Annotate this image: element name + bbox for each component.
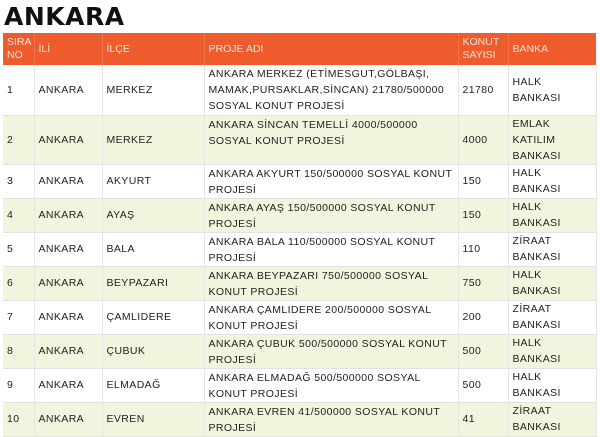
cell-banka: HALK BANKASI	[508, 266, 596, 300]
cell-il: ANKARA	[34, 115, 102, 164]
cell-banka: HALK BANKASI	[508, 164, 596, 198]
column-header-sira-no: SIRA NO	[3, 33, 34, 65]
table-row	[3, 65, 596, 115]
cell-konut-sayisi: 500	[458, 368, 508, 402]
table-row	[3, 115, 596, 164]
cell-sira-no: 7	[3, 300, 34, 334]
cell-konut-sayisi: 21780	[458, 65, 508, 115]
cell-konut-sayisi: 41	[458, 402, 508, 436]
cell-konut-sayisi: 110	[458, 232, 508, 266]
cell-banka: HALK BANKASI	[508, 65, 596, 115]
housing-projects-table	[3, 33, 597, 437]
cell-konut-sayisi: 750	[458, 266, 508, 300]
table-row	[3, 334, 596, 368]
table-row	[3, 402, 596, 436]
cell-il: ANKARA	[34, 334, 102, 368]
cell-proje-adi: ANKARA ÇUBUK 500/500000 SOSYAL KONUT PROJESİ	[204, 334, 458, 368]
cell-il: ANKARA	[34, 198, 102, 232]
cell-sira-no: 4	[3, 198, 34, 232]
cell-proje-adi: ANKARA BEYPAZARI 750/500000 SOSYAL KONUT PROJESİ	[204, 266, 458, 300]
cell-proje-adi: ANKARA EVREN 41/500000 SOSYAL KONUT PROJESİ	[204, 402, 458, 436]
page-title: ANKARA	[4, 2, 125, 31]
cell-konut-sayisi: 500	[458, 334, 508, 368]
cell-ilce: BEYPAZARI	[102, 266, 204, 300]
cell-il: ANKARA	[34, 266, 102, 300]
cell-proje-adi: ANKARA BALA 110/500000 SOSYAL KONUT PROJESİ	[204, 232, 458, 266]
cell-banka: ZİRAAT BANKASI	[508, 232, 596, 266]
cell-ilce: AKYURT	[102, 164, 204, 198]
cell-ilce: MERKEZ	[102, 115, 204, 164]
cell-proje-adi: ANKARA AKYURT 150/500000 SOSYAL KONUT PROJESİ	[204, 164, 458, 198]
column-header-konut-sayisi: KONUT SAYISI	[458, 33, 508, 65]
cell-ilce: AYAŞ	[102, 198, 204, 232]
table-row	[3, 266, 596, 300]
column-header-proje-adi: PROJE ADI	[204, 33, 458, 65]
table-row	[3, 300, 596, 334]
cell-ilce: ELMADAĞ	[102, 368, 204, 402]
cell-ilce: EVREN	[102, 402, 204, 436]
cell-il: ANKARA	[34, 402, 102, 436]
cell-banka: HALK BANKASI	[508, 368, 596, 402]
column-header-il: İLİ	[34, 33, 102, 65]
cell-konut-sayisi: 4000	[458, 115, 508, 164]
cell-sira-no: 5	[3, 232, 34, 266]
cell-proje-adi: ANKARA AYAŞ 150/500000 SOSYAL KONUT PROJESİ	[204, 198, 458, 232]
cell-il: ANKARA	[34, 300, 102, 334]
column-header-ilce: İLÇE	[102, 33, 204, 65]
cell-konut-sayisi: 150	[458, 164, 508, 198]
cell-banka: HALK BANKASI	[508, 198, 596, 232]
cell-il: ANKARA	[34, 368, 102, 402]
cell-sira-no: 6	[3, 266, 34, 300]
cell-sira-no: 10	[3, 402, 34, 436]
cell-banka: ZİRAAT BANKASI	[508, 402, 596, 436]
cell-ilce: BALA	[102, 232, 204, 266]
cell-il: ANKARA	[34, 164, 102, 198]
column-header-banka: BANKA	[508, 33, 596, 65]
cell-proje-adi: ANKARA ÇAMLIDERE 200/500000 SOSYAL KONUT PROJESİ	[204, 300, 458, 334]
table-row	[3, 164, 596, 198]
cell-sira-no: 8	[3, 334, 34, 368]
cell-ilce: MERKEZ	[102, 65, 204, 115]
cell-ilce: ÇAMLIDERE	[102, 300, 204, 334]
cell-proje-adi: ANKARA SİNCAN TEMELLİ 4000/500000 SOSYAL KONUT PROJESİ	[204, 115, 458, 164]
cell-konut-sayisi: 150	[458, 198, 508, 232]
cell-proje-adi: ANKARA MERKEZ (ETİMESGUT,GÖLBAŞI, MAMAK,PURSAKLAR,SİNCAN) 21780/500000 SOSYAL KONUT PROJESİ	[204, 65, 458, 115]
cell-sira-no: 2	[3, 115, 34, 164]
table-row	[3, 232, 596, 266]
cell-il: ANKARA	[34, 232, 102, 266]
table-row	[3, 198, 596, 232]
table-header-row	[3, 33, 596, 65]
cell-sira-no: 3	[3, 164, 34, 198]
table-row	[3, 368, 596, 402]
cell-proje-adi: ANKARA ELMADAĞ 500/500000 SOSYAL KONUT PROJESİ	[204, 368, 458, 402]
cell-il: ANKARA	[34, 65, 102, 115]
cell-konut-sayisi: 200	[458, 300, 508, 334]
cell-banka: ZİRAAT BANKASI	[508, 300, 596, 334]
cell-banka: EMLAK KATILIM BANKASI	[508, 115, 596, 164]
cell-sira-no: 9	[3, 368, 34, 402]
cell-sira-no: 1	[3, 65, 34, 115]
cell-ilce: ÇUBUK	[102, 334, 204, 368]
cell-banka: HALK BANKASI	[508, 334, 596, 368]
